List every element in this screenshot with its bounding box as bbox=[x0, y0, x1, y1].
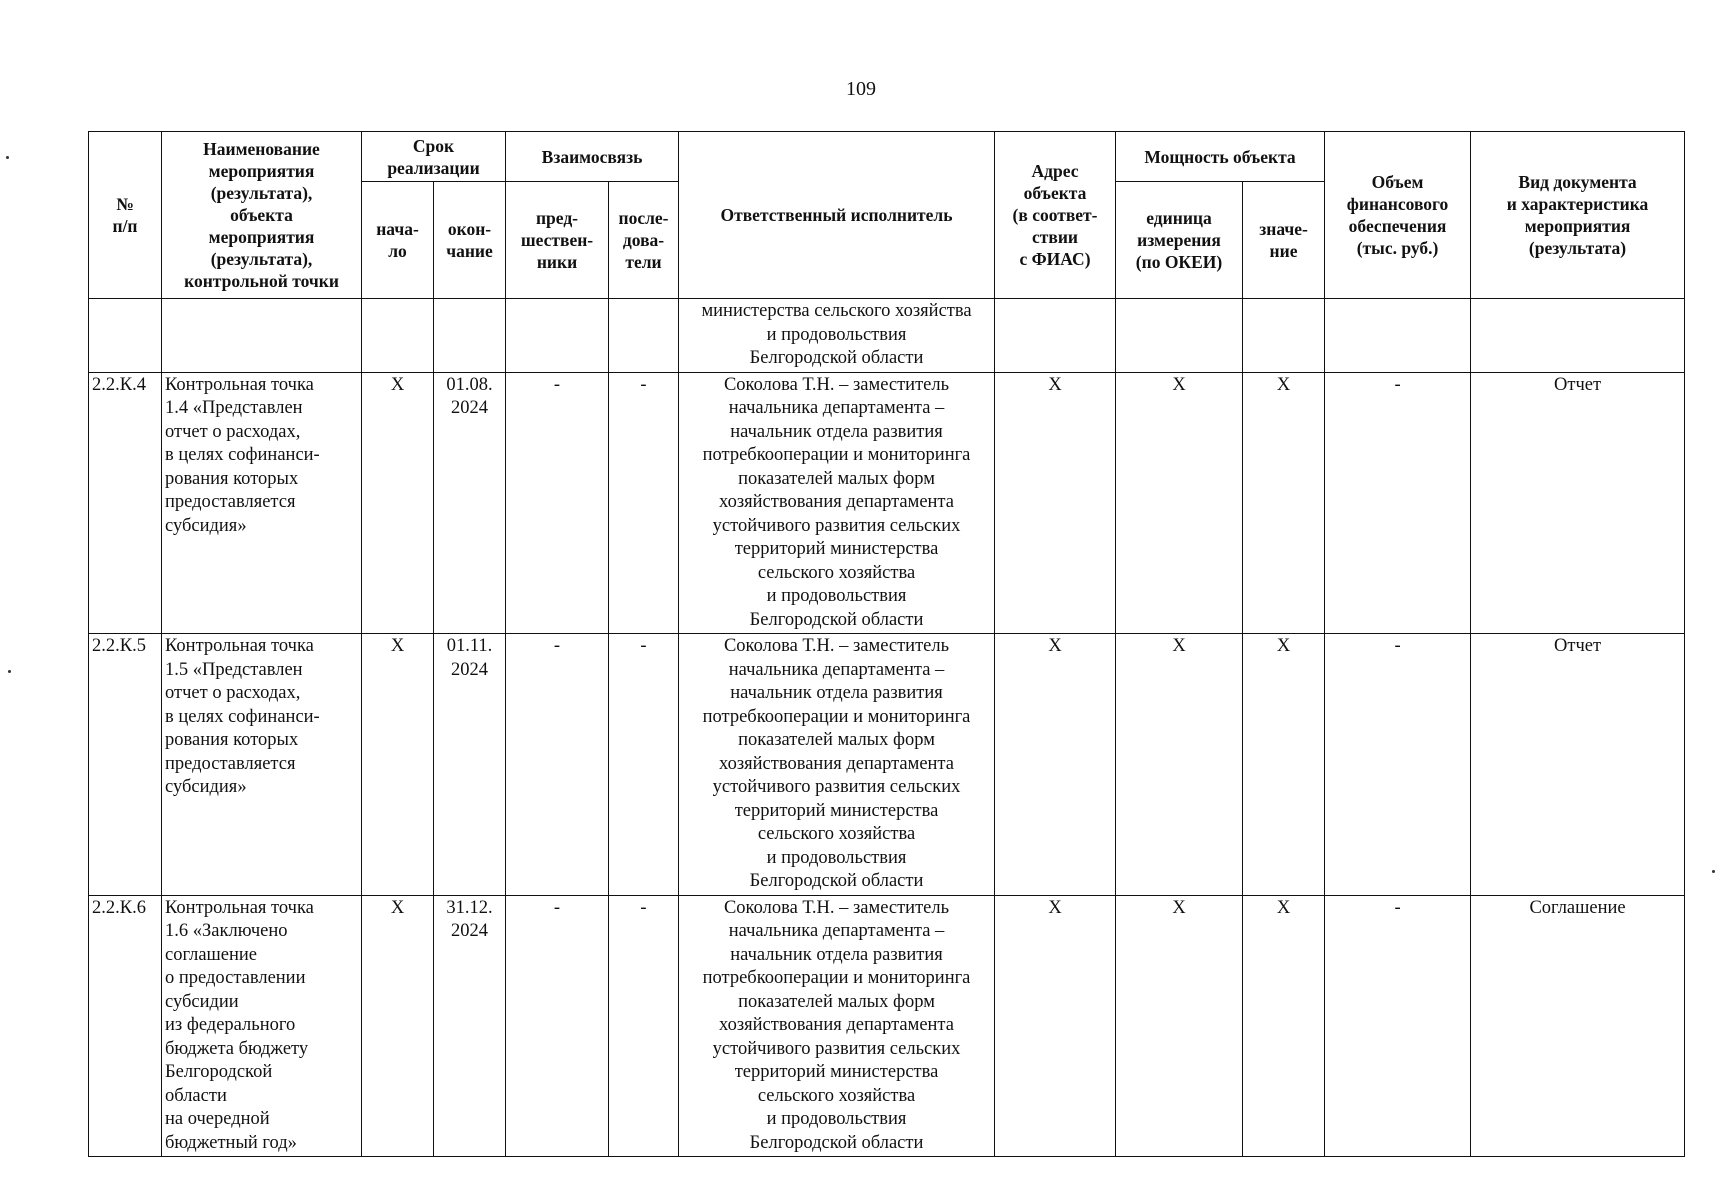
cell-prev: - bbox=[506, 634, 609, 896]
header-period-start: нача- ло bbox=[362, 182, 434, 299]
cell-next: - bbox=[609, 895, 679, 1157]
scan-speck bbox=[8, 670, 11, 673]
header-period: Срок реализации bbox=[362, 132, 506, 182]
cell-doc: Отчет bbox=[1471, 634, 1685, 896]
header-capacity-value: значе- ние bbox=[1243, 182, 1325, 299]
cell-prev: - bbox=[506, 372, 609, 634]
header-relation-prev: пред- шествен- ники bbox=[506, 182, 609, 299]
cell-start bbox=[362, 299, 434, 373]
cell-prev bbox=[506, 299, 609, 373]
cell-address bbox=[995, 299, 1116, 373]
scan-speck bbox=[1712, 870, 1715, 873]
cell-end: 01.08. 2024 bbox=[434, 372, 506, 634]
cell-value bbox=[1243, 299, 1325, 373]
cell-responsible: Соколова Т.Н. – заместитель начальника департамента – начальник отдела развития потребкооперации и мониторинга показателей малых форм хозяйствования департамента устойчивого развития сельских территорий министерства сельского хозяйства и продовольствия Белгородской области bbox=[679, 895, 995, 1157]
page-number: 109 bbox=[846, 78, 876, 100]
cell-doc bbox=[1471, 299, 1685, 373]
cell-name: Контрольная точка 1.4 «Представлен отчет о расходах, в целях софинанси- рования которых предоставляется субсидия» bbox=[162, 372, 362, 634]
cell-responsible: Соколова Т.Н. – заместитель начальника департамента – начальник отдела развития потребкооперации и мониторинга показателей малых форм хозяйствования департамента устойчивого развития сельских территорий министерства сельского хозяйства и продовольствия Белгородской области bbox=[679, 372, 995, 634]
header-period-end: окон- чание bbox=[434, 182, 506, 299]
header-doc-type: Вид документа и характеристика мероприятия (результата) bbox=[1471, 132, 1685, 299]
cell-name: Контрольная точка 1.6 «Заключено соглашение о предоставлении субсидии из федерального бюджета бюджету Белгородской области на очередной бюджетный год» bbox=[162, 895, 362, 1157]
header-row-top bbox=[89, 132, 1685, 182]
cell-responsible: Соколова Т.Н. – заместитель начальника департамента – начальник отдела развития потребкооперации и мониторинга показателей малых форм хозяйствования департамента устойчивого развития сельских территорий министерства сельского хозяйства и продовольствия Белгородской области bbox=[679, 634, 995, 896]
header-capacity-unit: единица измерения (по ОКЕИ) bbox=[1116, 182, 1243, 299]
cell-address: X bbox=[995, 372, 1116, 634]
cell-value: X bbox=[1243, 895, 1325, 1157]
cell-finance: - bbox=[1325, 372, 1471, 634]
cell-address: X bbox=[995, 634, 1116, 896]
cell-unit: X bbox=[1116, 895, 1243, 1157]
header-responsible: Ответственный исполнитель bbox=[679, 132, 995, 299]
cell-doc: Отчет bbox=[1471, 372, 1685, 634]
table-row bbox=[89, 634, 1685, 896]
cell-end bbox=[434, 299, 506, 373]
cell-unit: X bbox=[1116, 634, 1243, 896]
cell-unit: X bbox=[1116, 372, 1243, 634]
header-capacity: Мощность объекта bbox=[1116, 132, 1325, 182]
header-address: Адрес объекта (в соответ- ствии с ФИАС) bbox=[995, 132, 1116, 299]
cell-num: 2.2.К.6 bbox=[89, 895, 162, 1157]
header-relation: Взаимосвязь bbox=[506, 132, 679, 182]
cell-finance bbox=[1325, 299, 1471, 373]
cell-value: X bbox=[1243, 372, 1325, 634]
cell-num: 2.2.К.5 bbox=[89, 634, 162, 896]
cell-address: X bbox=[995, 895, 1116, 1157]
header-name: Наименование мероприятия (результата), объекта мероприятия (результата), контрольной точки bbox=[162, 132, 362, 299]
cell-prev: - bbox=[506, 895, 609, 1157]
table-row bbox=[89, 895, 1685, 1157]
header-finance: Объем финансового обеспечения (тыс. руб.) bbox=[1325, 132, 1471, 299]
cell-end: 01.11. 2024 bbox=[434, 634, 506, 896]
table-row-continuation bbox=[89, 299, 1685, 373]
cell-doc: Соглашение bbox=[1471, 895, 1685, 1157]
cell-finance: - bbox=[1325, 895, 1471, 1157]
cell-finance: - bbox=[1325, 634, 1471, 896]
table-row bbox=[89, 372, 1685, 634]
header-relation-next: после- дова- тели bbox=[609, 182, 679, 299]
cell-next: - bbox=[609, 634, 679, 896]
cell-next bbox=[609, 299, 679, 373]
cell-next: - bbox=[609, 372, 679, 634]
scan-speck bbox=[6, 156, 9, 159]
cell-value: X bbox=[1243, 634, 1325, 896]
cell-start: X bbox=[362, 895, 434, 1157]
cell-name bbox=[162, 299, 362, 373]
cell-unit bbox=[1116, 299, 1243, 373]
cell-name: Контрольная точка 1.5 «Представлен отчет о расходах, в целях софинанси- рования которых предоставляется субсидия» bbox=[162, 634, 362, 896]
cell-end: 31.12. 2024 bbox=[434, 895, 506, 1157]
cell-start: X bbox=[362, 372, 434, 634]
cell-start: X bbox=[362, 634, 434, 896]
cell-num bbox=[89, 299, 162, 373]
cell-num: 2.2.К.4 bbox=[89, 372, 162, 634]
header-num: № п/п bbox=[89, 132, 162, 299]
plan-table bbox=[88, 131, 1685, 1157]
cell-responsible: министерства сельского хозяйства и продовольствия Белгородской области bbox=[679, 299, 995, 373]
